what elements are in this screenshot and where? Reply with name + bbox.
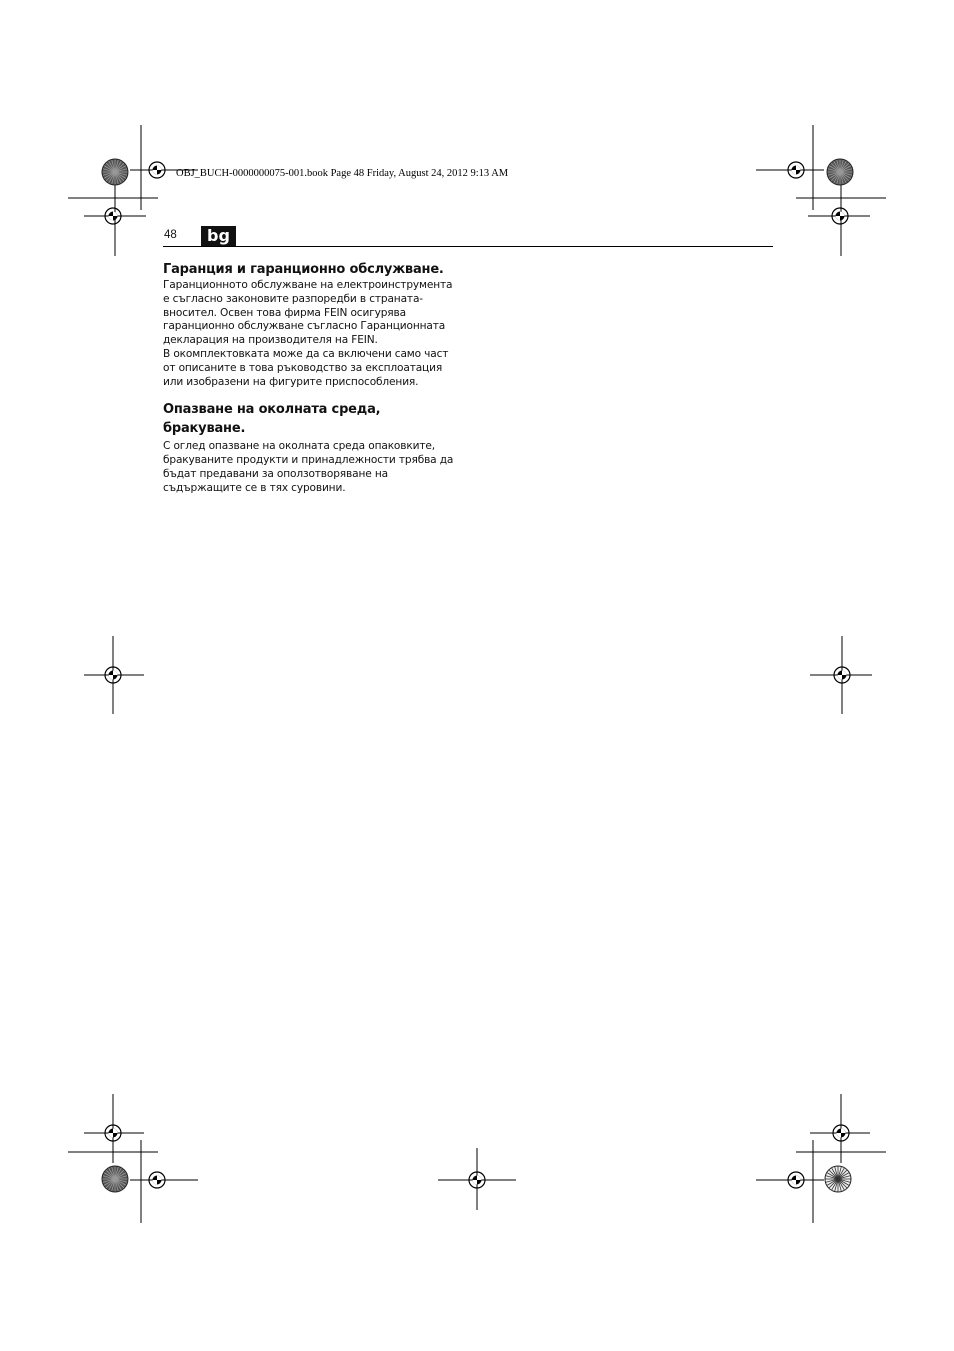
paragraph — [163, 348, 463, 389]
text-line: декларация на производителя на FEIN. — [163, 334, 378, 347]
page-content — [163, 260, 463, 496]
text-line: е съгласно законовите разпоредби в страната- — [163, 292, 423, 305]
page-number: 48 — [164, 229, 177, 241]
text-line: бъдат предавани за оползотворяване на — [163, 467, 388, 480]
section-warranty — [163, 260, 463, 389]
text-line: В окомплектовката може да са включени само част — [163, 347, 449, 360]
text-line: вносител. Освен това фирма FEIN осигурява — [163, 306, 406, 319]
title-line: бракуване. — [163, 421, 246, 437]
section-title — [163, 260, 463, 279]
language-tab: bg — [201, 226, 236, 247]
text-line: С оглед опазване на околната среда опаковките, — [163, 440, 435, 453]
paragraph — [163, 279, 463, 348]
title-line: Гаранция и гаранционно обслужване. — [163, 262, 444, 277]
section-environment — [163, 400, 463, 495]
book-info-line: OBJ_BUCH-0000000075-001.book Page 48 Friday, August 24, 2012 9:13 AM — [176, 168, 509, 179]
text-line: бракуваните продукти и принадлежности трябва да — [163, 454, 454, 467]
title-line: Опазване на околната среда, — [163, 402, 381, 418]
text-line: съдържащите се в тях суровини. — [163, 481, 346, 494]
section-title — [163, 400, 463, 438]
header-rule — [163, 246, 773, 247]
text-line: или изобразени на фигурите приспособления. — [163, 375, 419, 388]
text-line: гаранционно обслужване съгласно Гаранционната — [163, 320, 446, 333]
text-line: от описаните в това ръководство за експлоатация — [163, 361, 443, 374]
text-line: Гаранционното обслужване на електроинструмента — [163, 279, 453, 291]
paragraph — [163, 440, 463, 495]
